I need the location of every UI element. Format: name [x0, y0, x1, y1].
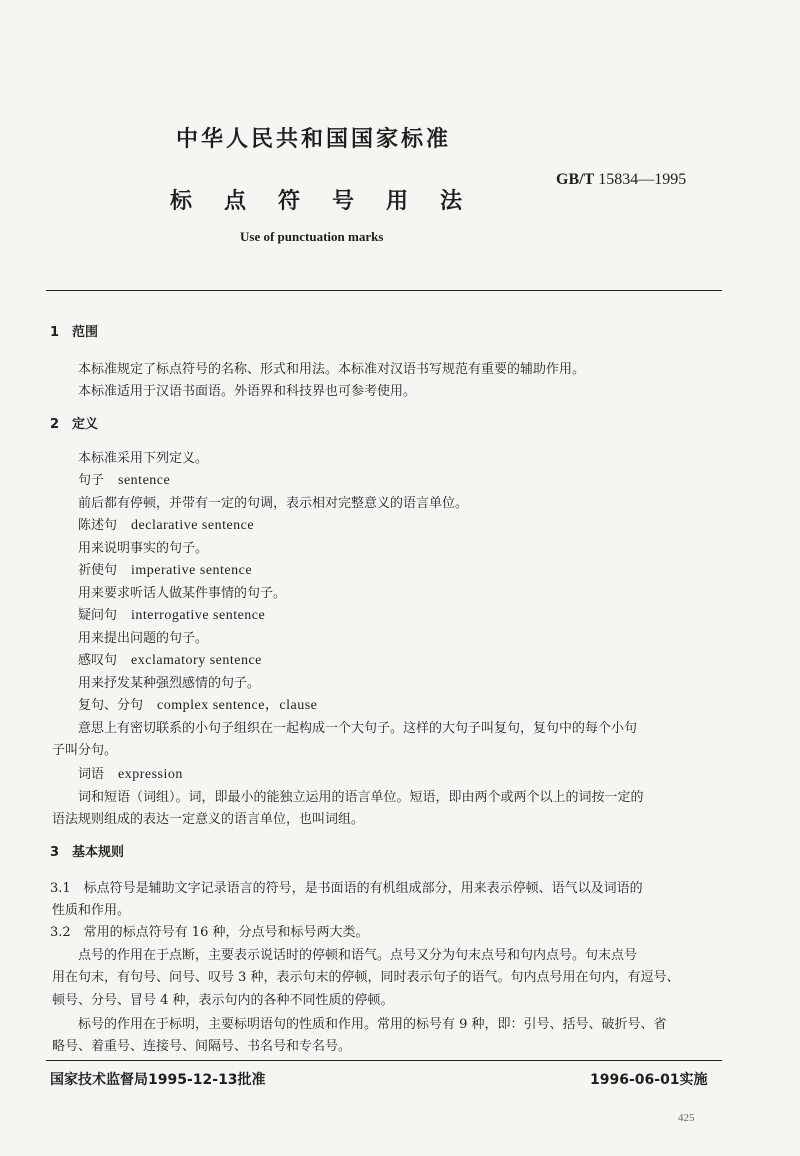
paragraph-biaohao: 标号的作用在于标明，主要标明语句的性质和作用。常用的标号有 9 种，即：引号、括号、破折号、省	[78, 1017, 667, 1032]
term-definition: 子叫分句。	[52, 743, 118, 758]
term-line	[78, 469, 170, 489]
term-en: exclamatory sentence	[131, 653, 262, 668]
approval-date: 国家技术监督局1995-12-13批准	[50, 1072, 266, 1088]
standard-number	[556, 171, 686, 189]
rule-3-2: 3.2 常用的标点符号有 16 种，分点号和标号两大类。	[50, 925, 369, 940]
footer-divider	[46, 1060, 722, 1061]
term-en: declarative sentence	[131, 518, 255, 533]
standard-code: 15834—1995	[598, 171, 687, 188]
paragraph-dianhao: 用在句末，有句号、问号、叹号 3 种，表示句末的停顿，同时表示句子的语气。句内点号用在句内，有逗号、	[52, 970, 680, 985]
paragraph-dianhao: 顿号、分号、冒号 4 种，表示句内的各种不同性质的停顿。	[52, 993, 394, 1008]
rule-3-1: 性质和作用。	[52, 903, 131, 918]
term-definition: 用来抒发某种强烈感情的句子。	[78, 676, 261, 691]
section-2-heading: 2 定义	[50, 417, 99, 432]
term-line	[78, 604, 265, 624]
issuing-body-title: 中华人民共和国国家标准	[176, 127, 452, 152]
rule-3-1: 3.1 标点符号是辅助文字记录语言的符号，是书面语的有机组成部分，用来表示停顿、语气以及词语的	[50, 881, 643, 896]
term-cn: 复句、分句	[78, 698, 144, 713]
term-definition: 词和短语（词组）。词，即最小的能独立运用的语言单位。短语，即由两个或两个以上的词按一定的	[78, 790, 644, 805]
term-en: interrogative sentence	[131, 608, 266, 623]
section-1-paragraph: 本标准规定了标点符号的名称、形式和用法。本标准对汉语书写规范有重要的辅助作用。	[78, 362, 586, 377]
term-en: complex sentence，clause	[157, 698, 318, 713]
term-definition: 语法规则组成的表达一定意义的语言单位，也叫词组。	[52, 812, 365, 827]
term-definition: 前后都有停顿，并带有一定的句调，表示相对完整意义的语言单位。	[78, 496, 469, 511]
effective-date: 1996-06-01实施	[590, 1072, 708, 1088]
term-line	[78, 694, 317, 714]
term-definition: 用来要求听话人做某件事情的句子。	[78, 586, 287, 601]
term-line	[78, 514, 254, 534]
term-line	[78, 763, 183, 783]
paragraph-dianhao: 点号的作用在于点断，主要表示说话时的停顿和语气。点号又分为句末点号和句内点号。句末点号	[78, 948, 638, 963]
paragraph-biaohao: 略号、着重号、连接号、间隔号、书名号和专名号。	[52, 1039, 352, 1054]
term-line	[78, 649, 262, 669]
term-en: sentence	[118, 473, 171, 488]
term-cn: 感叹句	[78, 653, 118, 668]
section-1-paragraph: 本标准适用于汉语书面语。外语界和科技界也可参考使用。	[78, 384, 417, 399]
term-cn: 句子	[78, 473, 105, 488]
term-cn: 陈述句	[78, 518, 118, 533]
document-title-cn: 标点符号用法	[170, 189, 495, 214]
page-number: 425	[678, 1112, 695, 1124]
term-cn: 疑问句	[78, 608, 118, 623]
term-definition: 用来提出问题的句子。	[78, 631, 209, 646]
header-divider	[46, 290, 722, 291]
term-line	[78, 559, 252, 579]
definitions-intro: 本标准采用下列定义。	[78, 451, 209, 466]
term-definition: 意思上有密切联系的小句子组织在一起构成一个大句子。这样的大句子叫复句，复句中的每个小句	[78, 721, 638, 736]
section-3-heading: 3 基本规则	[50, 845, 125, 860]
term-cn: 词语	[78, 767, 105, 782]
standard-prefix: GB/T	[556, 171, 595, 188]
term-definition: 用来说明事实的句子。	[78, 541, 209, 556]
section-1-heading: 1 范围	[50, 325, 99, 340]
term-cn: 祈使句	[78, 563, 118, 578]
term-en: imperative sentence	[131, 563, 253, 578]
term-en: expression	[118, 767, 183, 782]
document-title-en: Use of punctuation marks	[240, 229, 384, 244]
